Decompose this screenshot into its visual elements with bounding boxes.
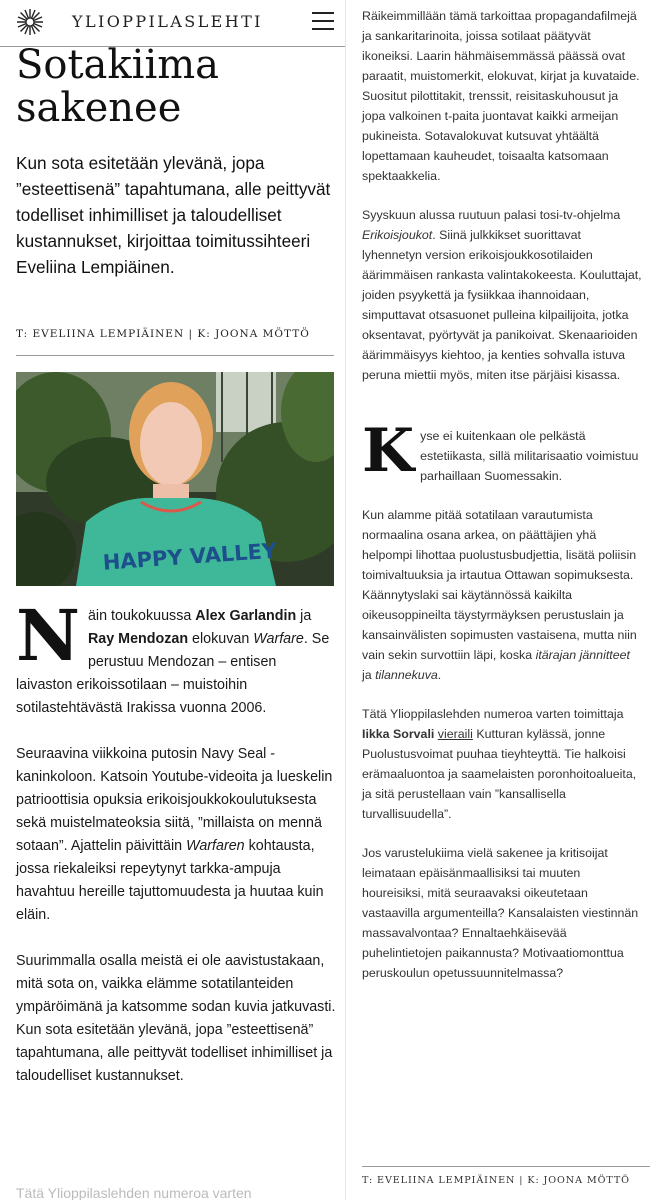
paragraph-2: Seuraavina viikkoina putosin Navy Seal -kaninkoloon. Katsoin Youtube-videoita ja lueskelin patrioottisia opuksia erikoisjoukkokoulutuksesta sekä muistelmateoksia siitä, ”millaista on mennä sotaan”. Ajattelin päivittäin Warfaren kohtausta, jossa riekaleiksi repeytynyt tarkka-ampuja havahtuu hereille tajuttomuudesta ja huutaa kuin eläin. [16, 746, 333, 923]
author-photo [16, 372, 334, 586]
shirt-print: HAPPY VALLEY [102, 538, 278, 575]
film-title: Warfare [253, 631, 304, 647]
paragraph-r6: Jos varustelukiima vielä sakenee ja kritisoijat leimataan epäisänmaallisiksi tai muuten houreisiksi, mitä seuraavaksi oikeutetaan vastaavilla argumenteilla? Kansalaisten viestinnän massavalvontaa? Ennaltaehkäisevää puhelintietojen paikannusta? Motivaatiomonttua peruskoulun opetussuunnitelmassa? [362, 846, 639, 980]
sun-star-icon[interactable] [16, 8, 44, 36]
paragraph-r1: Räikeimmillään tämä tarkoittaa propagandafilmejä ja sankaritarinoita, joissa sotilaat päätyvät ikoneiksi. Laarin hähmäisemmässä päässä ovat paraatit, muistomerkit, elokuvat, kirjat ja kuvataide. Suositut pilottitakit, trenssit, reisitaskuhousut ja jopa valkoinen t-paita juontavat kaikki armeijan pukineista. Sotavalokuvat kutsuvat yhtäältä lopettamaan kauheudet, toisaalta katsomaan spektaakkelia. [362, 9, 640, 183]
byline-divider [16, 355, 334, 356]
paragraph-intro: Näin toukokuussa Alex Garlandin ja Ray Mendozan elokuvan Warfare. Se perustuu Mendozan – entisen laivaston erikoissotilaan – muistoihin sotilastehtävästä Irakissa vuonna 2006. [16, 594, 330, 716]
paragraph-r3: Kyse ei kuitenkaan ole pelkästä estetiikasta, sillä militarisaatio voimistuu parhaillaan Suomessakin. [362, 416, 639, 486]
name-mendoza: Ray Mendozan [87, 631, 189, 647]
show-title: Erikoisjoukot [362, 228, 433, 242]
name-garland: Alex Garlandin [195, 608, 297, 624]
paragraph-r4: Kun alamme pitää sotatilaan varautumista normaalina osana arkea, on päättäjien yhä helpompi lihottaa puolustusbudjettia, lisätä poliisin toimivaltuuksia ja irtautua Ottawan sopimuksesta. Käännytyslaki sai käytännössä kaikilta oikeusoppineilta täystyrmäyksen perustuslain ja kansainvälisten sopimusten vastaisena, mutta niin vain sekin survottiin läpi, koska itärajan jännitteet ja tilannekuva. [362, 508, 637, 682]
film-title-2: Warfaren [186, 838, 245, 854]
paragraph-3: Suurimmalla osalla meistä ei ole aavistustakaan, mitä sota on, vaikka elämme sotatilanteiden ympäröimänä ja katsomme sodan kuvia jatkuvasti. Kun sota esitetään ylevänä, jopa ”esteettisenä” tapahtumana, alle peittyvät todelliset inhimilliset ja taloudelliset kustannukset. [16, 953, 336, 1084]
site-brand[interactable]: YLIOPPILASLEHTI [72, 12, 263, 31]
hamburger-menu-icon[interactable] [312, 12, 334, 32]
article-title: Sotakiima sakenee [16, 42, 220, 131]
paragraph-r5: Tätä Ylioppilaslehden numeroa varten toimittaja Iikka Sorvali vieraili Kutturan kylässä, jonne Puolustusvoimat puuhaa tieyhteyttä. Tie halkoisi erämaaluontoa ja saamelaisten poronhoitoalueita, ja sitä perustellaan vain ”kansallisella turvallisuudella”. [362, 707, 637, 821]
article-byline-right: T: EVELIINA LEMPIÄINEN | K: JOONA MÖTTÖ [362, 1175, 630, 1186]
dropcap-n: N [16, 594, 80, 677]
article-byline: T: EVELIINA LEMPIÄINEN | K: JOONA MÖTTÖ [16, 328, 310, 340]
site-header [0, 0, 346, 47]
byline-divider-right [362, 1166, 650, 1167]
article-link-vieraili[interactable]: vieraili [437, 727, 473, 741]
right-page [346, 0, 654, 1200]
article-lead: Kun sota esitetään ylevänä, jopa ”esteettisenä” tapahtumana, alle peittyvät todelliset inhimilliset ja taloudelliset kustannukset, kirjoittaa toimitussihteeri Eveliina Lempiäinen. [16, 153, 331, 277]
name-sorvali: Iikka Sorvali [362, 727, 435, 741]
cutoff-text: Tätä Ylioppilaslehden numeroa varten [16, 1185, 252, 1200]
dropcap-k: K [362, 416, 415, 486]
article-body-left [16, 594, 336, 1111]
article-body-right [362, 6, 642, 1002]
paragraph-r2: Syyskuun alussa ruutuun palasi tosi-tv-ohjelma Erikoisjoukot. Siinä julkkikset suorittavat lyhennetyn version erikoisjoukkosotilaiden äärimmäisen rankasta valintakokeesta. Kouluttajat, joiden psyykettä ja fysiikkaa ihannoidaan, simputtavat otsasuonet pulleina kilpailijoita, jotka oksentavat, pyörtyvät ja panikoivat. Skenaarioiden äärimmäisyys kiehtoo, ja kenties sohvalla istuva peruna miettii myös, miten itse pärjäisi kisassa. [362, 208, 642, 382]
